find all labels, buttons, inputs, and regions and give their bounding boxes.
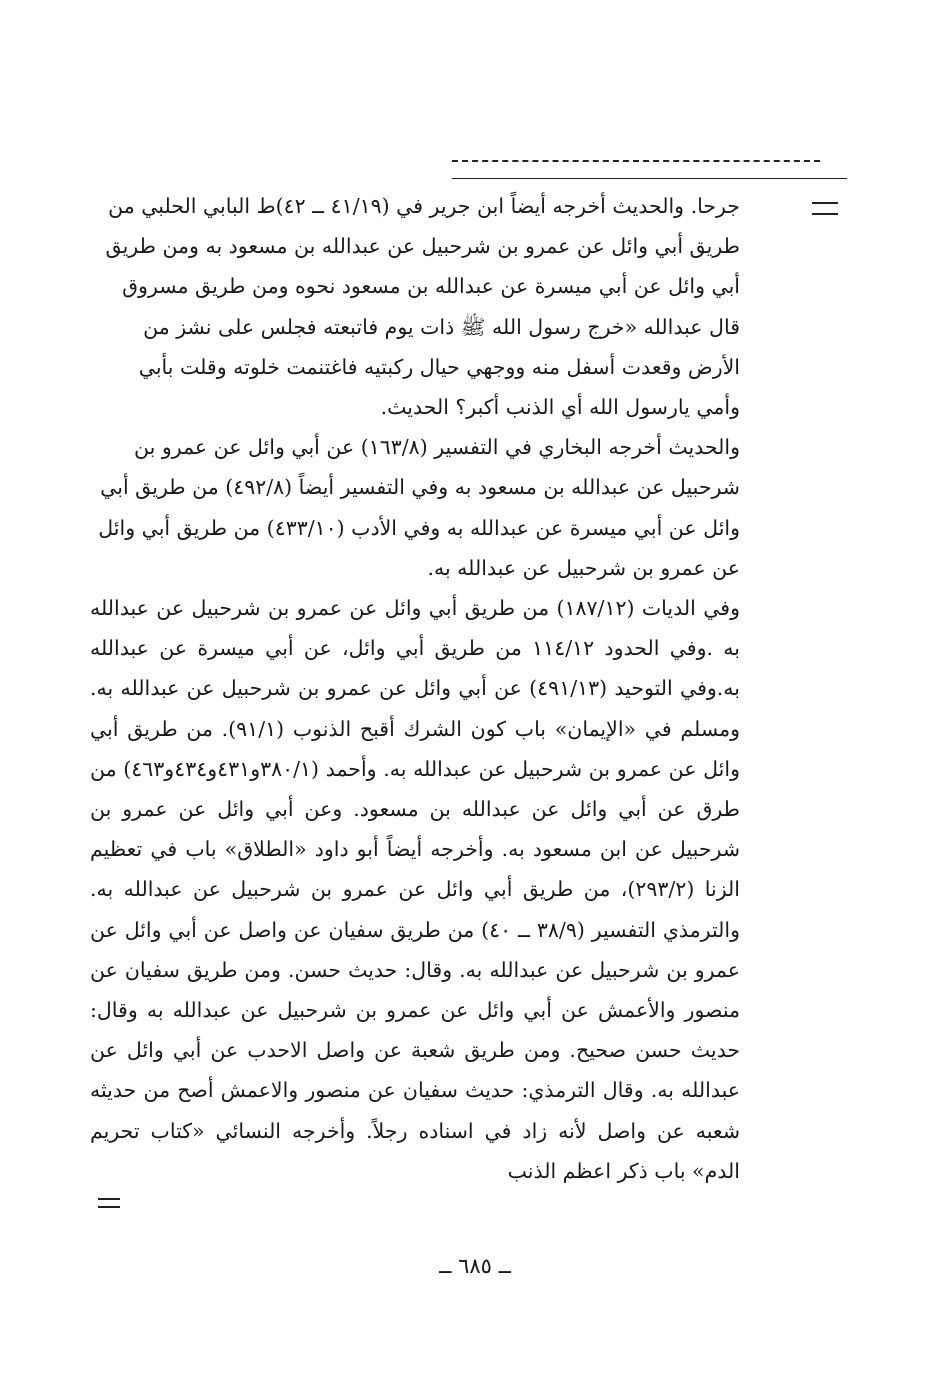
footnote-paragraph-2: والحديث أخرجه البخاري في التفسير (١٦٣/٨) عن أبي وائل عن عمرو بن شرحبيل عن عبدالله بن مسعود به وفي التفسير أيضاً (٤٩٢/٨) من طريق أبي وائل عن أبي ميسرة عن عبدالله به وفي الأدب (٤٣٣/١٠) من طريق أبي وائل عن عمرو بن شرحبيل عن عبدالله به.	[98, 435, 740, 580]
page-number: ــ ٦٨٥ ــ	[439, 1254, 511, 1278]
footnote-text-block	[90, 186, 740, 1191]
continuation-mark-top	[812, 202, 838, 215]
footnote-separator-dashed	[452, 160, 820, 162]
footnote-paragraph-3: وفي الديات (١٨٧/١٢) من طريق أبي وائل عن عمرو بن شرحبيل عن عبدالله به .وفي الحدود ١١٤/١٢ من طريق أبي وائل، عن أبي ميسرة عن عبدالله به.وفي التوحيد (٤٩١/١٣) عن أبي وائل عن عمرو بن شرحبيل عن عبدالله به. ومسلم في «الإيمان» باب كون الشرك أقبح الذنوب (٩١/١). من طريق أبي وائل عن عمرو بن شرحبيل عن عبدالله به. وأحمد (٣٨٠/١و٤٣١و٤٣٤و٤٦٣) من طرق عن أبي وائل عن عبدالله بن مسعود. وعن أبي وائل عن عمرو بن شرحبيل عن ابن مسعود به. وأخرجه أيضاً أبو داود «الطلاق» باب في تعظيم الزنا (٢٩٣/٢)، من طريق أبي وائل عن عمرو بن شرحبيل عن عبدالله به. والترمذي التفسير (٣٨/٩ ــ ٤٠) من طريق سفيان عن واصل عن أبي وائل عن عمرو بن شرحبيل عن عبدالله به. وقال: حديث حسن. ومن طريق سفيان عن منصور والأعمش عن أبي وائل عن عمرو بن شرحبيل عن عبدالله به وقال: حديث حسن صحيح. ومن طريق شعبة عن واصل الاحدب عن أبي وائل عن عبدالله به. وقال الترمذي: حديث سفيان عن منصور والاعمش أصح من حديثه شعبه عن واصل لأنه زاد في اسناده رجلاً. وأخرجه النسائي «كتاب تحريم الدم» باب ذكر اعظم الذنب	[90, 596, 740, 1183]
footnote-separator-line	[452, 178, 847, 179]
continuation-mark-bottom	[98, 1198, 120, 1208]
footnote-paragraph-1: جرحا. والحديث أخرجه أيضاً ابن جرير في (٤١/١٩ ــ ٤٢)ط البابي الحلبي من طريق أبي وائل عن عمرو بن شرحبيل عن عبدالله بن مسعود به ومن طريق أبي وائل عن أبي ميسرة عن عبدالله بن مسعود نحوه ومن طريق مسروق قال عبدالله «خرج رسول الله ﷺ ذات يوم فاتبعته فجلس على نشز من الأرض وقعدت أسفل منه ووجهي حيال ركبتيه فاغتنمت خلوته وقلت بأبي وأمي يارسول الله أي الذنب أكبر؟ الحديث.	[105, 194, 740, 420]
